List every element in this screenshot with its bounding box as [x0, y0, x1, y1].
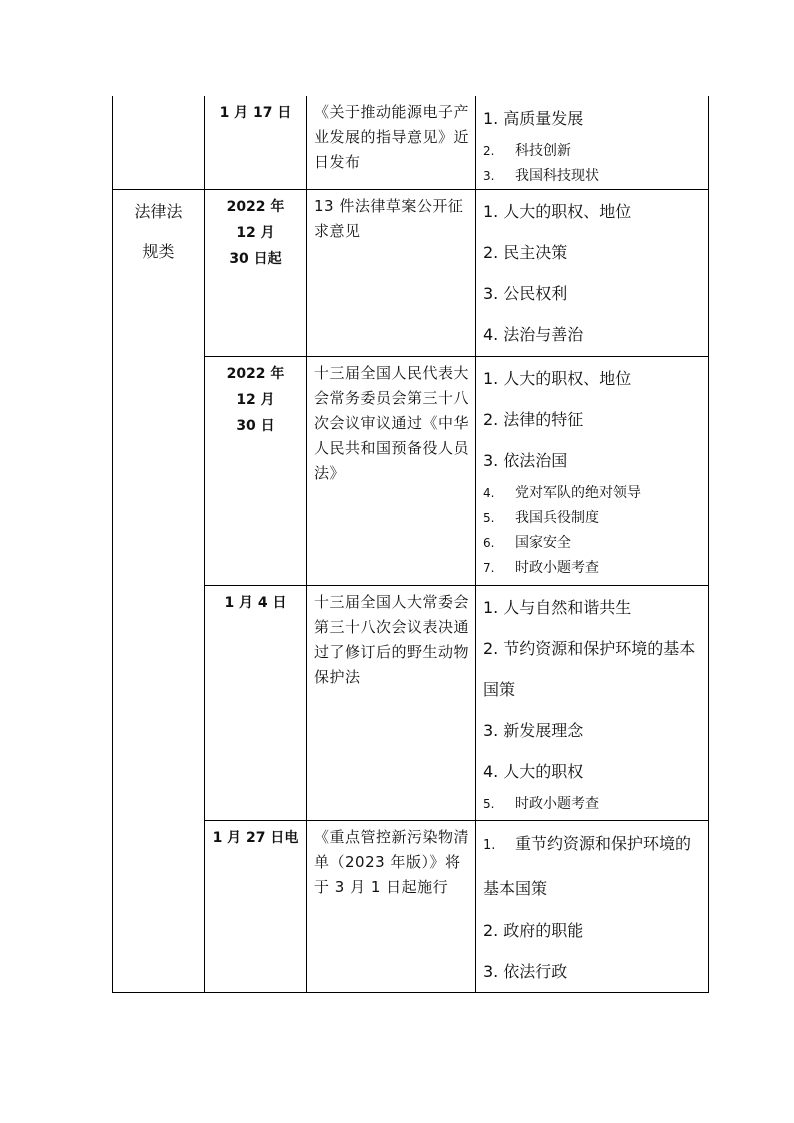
event-date: 1 月 4 日	[224, 595, 287, 611]
point-item: 2. 节约资源和保护环境的基本国策	[483, 639, 696, 699]
points-cell	[476, 96, 709, 190]
point-item: 2. 政府的职能	[483, 921, 584, 940]
points-cell	[476, 190, 709, 357]
point-item: 4. 法治与善治	[483, 325, 584, 344]
points-cell	[476, 821, 709, 993]
category-label: 法律法 规类	[134, 202, 183, 261]
event-text: 《重点管控新污染物清单（2023 年版）》将于 3 月 1 日起施行	[314, 828, 470, 896]
event-cell	[307, 357, 476, 586]
date-cell	[205, 586, 307, 821]
point-item: 4. 党对军队的绝对领导	[483, 485, 641, 501]
point-item: 3. 我国科技现状	[483, 168, 599, 184]
point-item: 1. 人大的职权、地位	[483, 202, 632, 221]
point-item: 1. 人大的职权、地位	[483, 369, 632, 388]
hot-topics-table	[112, 96, 709, 993]
date-cell	[205, 96, 307, 190]
event-cell	[307, 821, 476, 993]
point-item: 2. 科技创新	[483, 143, 571, 159]
point-item: 2. 民主决策	[483, 243, 568, 262]
event-cell	[307, 586, 476, 821]
point-item: 5. 我国兵役制度	[483, 510, 599, 526]
point-item: 2. 法律的特征	[483, 410, 584, 429]
point-item: 3. 公民权利	[483, 284, 568, 303]
point-item: 1. 高质量发展	[483, 109, 584, 128]
date-cell	[205, 357, 307, 586]
event-date: 1 月 17 日	[219, 105, 292, 121]
category-cell	[113, 96, 205, 190]
point-item: 7. 时政小题考查	[483, 560, 599, 576]
points-cell	[476, 357, 709, 586]
event-text: 十三届全国人大常委会第三十八次会议表决通过了修订后的野生动物保护法	[314, 593, 470, 686]
event-text: 13 件法律草案公开征求意见	[314, 197, 464, 240]
point-item: 1. 重节约资源和保护环境的基本国策	[483, 834, 692, 898]
event-text: 十三届全国人民代表大会常务委员会第三十八次会议审议通过《中华人民共和国预备役人员法》	[314, 364, 470, 482]
point-item: 3. 依法治国	[483, 451, 568, 470]
category-cell	[113, 190, 205, 993]
event-date: 2022 年 12 月 30 日	[226, 366, 285, 434]
event-cell	[307, 190, 476, 357]
point-item: 6. 国家安全	[483, 535, 571, 551]
point-item: 4. 人大的职权	[483, 762, 584, 781]
point-item: 5. 时政小题考查	[483, 796, 599, 812]
event-date: 2022 年 12 月 30 日起	[226, 199, 285, 267]
point-item: 3. 依法行政	[483, 962, 568, 981]
point-item: 1. 人与自然和谐共生	[483, 598, 632, 617]
event-cell	[307, 96, 476, 190]
points-cell	[476, 586, 709, 821]
date-cell	[205, 821, 307, 993]
date-cell	[205, 190, 307, 357]
event-date: 1 月 27 日电	[212, 830, 299, 846]
table-row	[113, 190, 709, 357]
event-text: 《关于推动能源电子产业发展的指导意见》近日发布	[314, 103, 470, 171]
point-item: 3. 新发展理念	[483, 721, 584, 740]
table-row	[113, 96, 709, 190]
